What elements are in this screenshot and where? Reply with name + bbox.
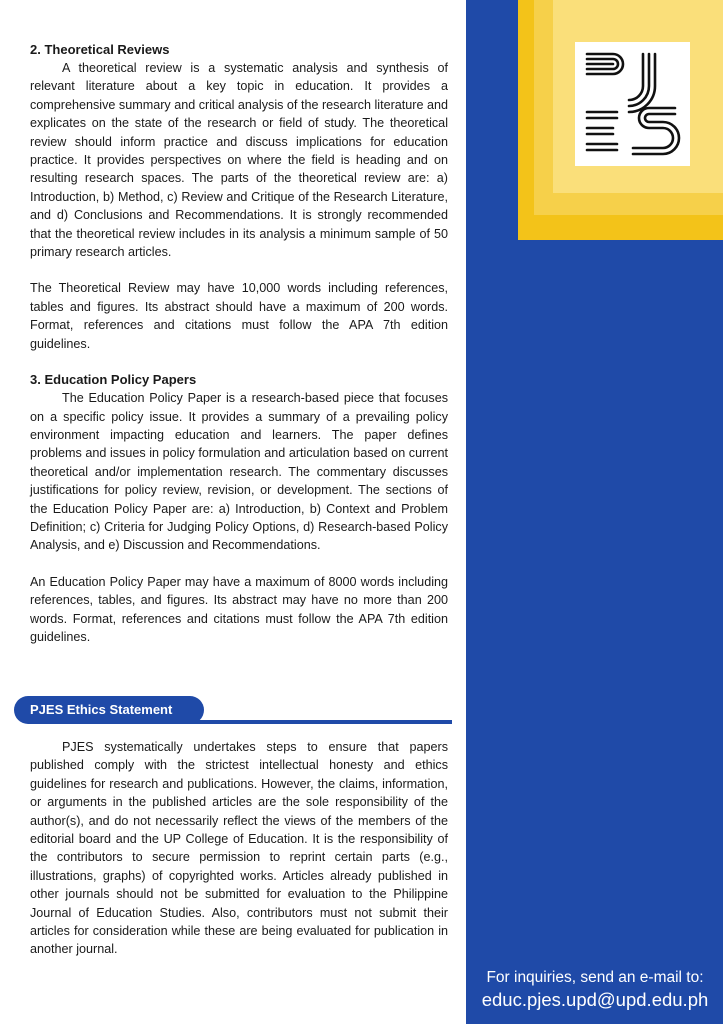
pjes-logo-icon	[583, 50, 682, 158]
theoretical-reviews-requirements: The Theoretical Review may have 10,000 words including references, tables and figures. Its abstract should have a maximum of 200 words. Format, references and citations must follow the APA 7th edition guidelines.	[30, 281, 448, 351]
ethics-header	[0, 696, 452, 726]
inquiry-text: For inquiries, send an e-mail to:	[486, 969, 704, 986]
ethics-title: PJES Ethics Statement	[14, 696, 204, 724]
policy-papers-requirements: An Education Policy Paper may have a maximum of 8000 words including references, tables, and figures. Its abstract may have no more than 200 words. Format, references and citations must follow the APA 7th edition guidelines.	[30, 574, 448, 644]
section-heading-policy-papers: 3. Education Policy Papers	[30, 372, 197, 388]
main-content	[30, 41, 448, 646]
section-heading-theoretical-reviews: 2. Theoretical Reviews	[30, 42, 170, 57]
ethics-statement	[30, 738, 448, 959]
policy-papers-description: The Education Policy Paper is a research-based piece that focuses on a specific policy issue. It provides a summary of a prevailing policy environment impacting education and learners. The paper defines problems and issues in policy formulation and articulation based on current theoretical and/or implementation research. The commentary discusses justifications for policy review, revision, or development. The sections of the Education Policy Paper are: a) Introduction, b) Context and Problem Definition; c) Criteria for Judging Policy Options, d) Research-based Policy Analysis, and e) Discussion and Recommendations.	[30, 391, 448, 553]
contact-email[interactable]: educ.pjes.upd@upd.edu.ph	[481, 989, 709, 1010]
theoretical-reviews-description: A theoretical review is a systematic analysis and synthesis of relevant literature about a key topic in education. It provides a comprehensive summary and critical analysis of the research literature and explicates on the state of the research or field of study. The theoretical review should inform practice and discuss implications for education practice. It provides perspectives on where the field is heading and on resulting research spaces. The parts of the theoretical review are: a) Introduction, b) Method, c) Review and Critique of the Research Literature, and d) Conclusions and Recommendations. It is strongly recommended that the theoretical review includes in its analysis a minimum sample of 50 primary research articles.	[30, 61, 448, 260]
ethics-divider	[190, 720, 452, 724]
inquiry-box	[470, 968, 720, 1012]
ethics-body: PJES systematically undertakes steps to ensure that papers published comply with the strictest intellectual honesty and ethics guidelines for research and publications. However, the claims, information, or arguments in the published articles are the sole responsibility of the author(s), and do not necessarily reflect the views of the members of the editorial board and the UP College of Education. It is the responsibility of the contributors to secure permission to reprint certain parts (e.g., illustrations, graphs) of copyrighted works. Articles already published in other journals should not be submitted for evaluation to the Philippine Journal of Education Studies. Also, contributors must not submit their articles for consideration while these are being evaluated for publication in another journal.	[30, 740, 448, 957]
pjes-logo	[575, 42, 690, 166]
